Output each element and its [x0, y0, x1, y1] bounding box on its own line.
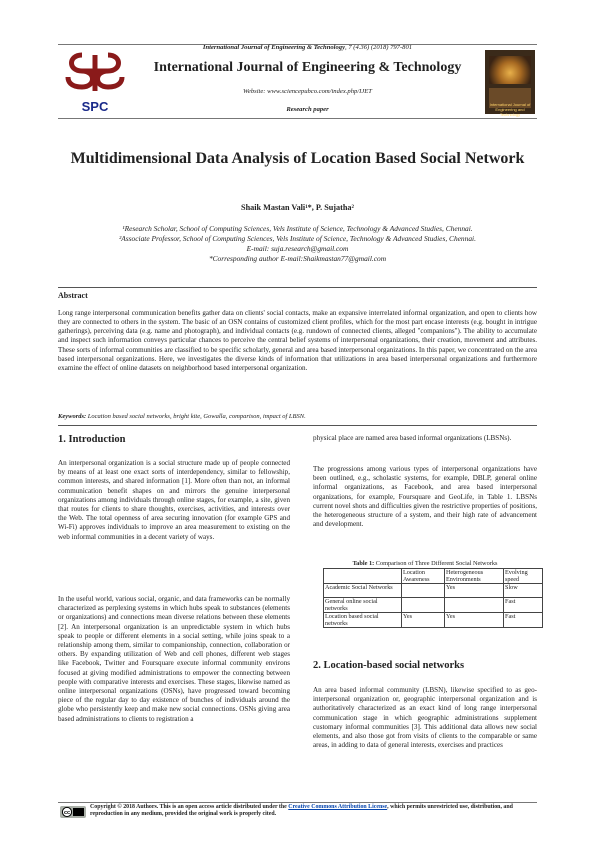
- affiliation-1: ¹Research Scholar, School of Computing Sciences, Vels Institute of Science, Technology & Advanced Studies, Chennai.: [122, 224, 473, 233]
- journal-citation-name: International Journal of Engineering & Technology: [202, 44, 346, 51]
- logo-text: SPC: [81, 99, 109, 114]
- copyright-notice: [90, 804, 537, 819]
- journal-citation-rest: , 7 (4.36) (2018) 797-801: [345, 44, 413, 51]
- keywords-label: Keywords:: [58, 413, 87, 420]
- paper-authors: Shaik Mastan Vali¹*, P. Sujatha²: [241, 203, 354, 212]
- copyright-pre: Copyright © 2018 Authors. This is an open access article distributed under the: [90, 804, 289, 810]
- table-header-cell: Evolving speed: [504, 569, 543, 584]
- corresponding-email[interactable]: *Corresponding author E-mail:Shaikmastan77@gmail.com: [208, 254, 387, 263]
- table-cell: Slow: [504, 584, 543, 598]
- table-cell: [402, 598, 445, 613]
- intro-paragraph-2: In the useful world, various social, organic, and data frameworks can be normally characterized as perplexing systems in which hubs speak to substances (elements or organizations) and connections mean diverse relations between these elements [2]. An interpersonal organization is an unpredictable system in which hubs speak to people or different elements in a social setting, while joins speak to a relationship among them, similar to companionship, connection, collaboration or others. By expanding utilization of Web and cell phones, different web stages like Facebook, Twitter and Foursquare execute informal community environs focused at giving modified administrations to empower the connecting between people with comparative interests and exercises. These stages, likewise named as online interpersonal organizations (OSNs), have progressed toward becoming piece of the regular day to day existence of bunches of individuals around the globe who persistently keep and make new social connections. OSNs giving area based administrations to clients to registration a: [58, 595, 290, 723]
- table-cell: Yes: [402, 613, 445, 628]
- table-header-cell: Heterogeneous Environments: [445, 569, 504, 584]
- section-2-paragraph-1: An area based informal community (LBSN), likewise specified to as geo-interpersonal organization or, geographic interpersonal organization and is authoritatively characterized as an exact kind of long range interpersonal communication stage in which geographic administrations supplement customary informal communities [3]. This additional data allows new social elements, and also those got from visits of clients to the comparable or same areas, in adding to data of general interests, exercises and practices: [313, 686, 537, 750]
- table-cell: [402, 584, 445, 598]
- license-link[interactable]: Creative Commons Attribution License: [288, 804, 388, 810]
- cc-license-icon: [60, 806, 86, 818]
- footer-rule: [58, 802, 537, 803]
- table-header-row: [324, 569, 543, 584]
- table-1-caption-text: Comparison of Three Different Social Networks: [374, 560, 498, 567]
- table-row: [324, 584, 543, 598]
- journal-citation: [130, 44, 485, 51]
- table-cell: Yes: [445, 613, 504, 628]
- abstract-heading: Abstract: [58, 291, 88, 300]
- affiliation-2: ²Associate Professor, School of Computing Sciences, Vels Institute of Science, Technology & Advanced Studies, Chennai.: [119, 234, 476, 243]
- intro-paragraph-3: physical place are named area based informal organizations (LBSNs).: [313, 434, 512, 442]
- intro-paragraph-4: The progressions among various types of interpersonal organizations have been outlined, e.g., scholastic systems, for example, DBLP, general online informal organizations, as Facebook, and area based interpersonal organizations, for example, Foursquare and GeoLife, in Table 1. LBSNs current novel shots and difficulties given the restrictive properties of positions, the heterogeneous structure of a system, and their high rate of advancement and development.: [313, 465, 537, 529]
- keywords-text: Location based social networks, bright kite, Gowalla, comparison, impact of LBSN.: [87, 413, 306, 420]
- cc-icon-text: cc: [63, 810, 71, 817]
- journal-title: International Journal of Engineering & Technology: [153, 60, 462, 75]
- header-rule-bottom: [58, 118, 537, 119]
- table-cell: Academic Social Networks: [324, 584, 402, 598]
- table-1: [323, 568, 543, 628]
- intro-paragraph-1: An interpersonal organization is a social structure made up of people connected by means of at least one exact sorts of interdependency, similar to fellowship, common interests, and shared information [1]. More often than not, an informal communication benefit shapes on and mirrors the genuine interpersonal organizations among individuals through online stages, for example, a site, given that routes for clients to share thoughts, exercises, activities, and interests over the Web. The total openness of area securing innovation (for example GPS and Wi-Fi) approves individuals to improve an area measurement to existing on the web informal communities in a decent variety of ways.: [58, 459, 290, 541]
- spc-logo: [60, 47, 130, 117]
- table-header-cell: Location Awareness: [402, 569, 445, 584]
- table-1-caption-label: Table 1:: [352, 560, 375, 567]
- section-1-heading: 1. Introduction: [58, 434, 126, 445]
- table-1-caption: [313, 560, 537, 567]
- table-cell: General online social networks: [324, 598, 402, 613]
- table-row: [324, 598, 543, 613]
- table-cell: Yes: [445, 584, 504, 598]
- abstract-rule-bottom: [58, 425, 537, 426]
- copyright-post: , which permits unrestricted use, distribution, and reproduction in any medium, provided the original work is properly cited.: [90, 804, 513, 818]
- abstract-body: Long range interpersonal communication benefits gather data on clients' social contacts, make an expansive interrelated informal organization, and open to clients how they are connected to others in the system. The basic of an OSN contains of customized client profiles, which for the most part encase interests (e.g. bought in intrigue gatherings), perceiving data (e.g. name and photograph), and individual contacts (e.g. rundown of connected clients, alleged "companions"). The ability to accumulate and inspect such information conveys particular chances to perceive the central belief systems of interpersonal organizations, their creation, movement and attributes. These sorts of informal communities are classified to be specific scholarly, general and area based interpersonal organizations. In this paper, we concentrated on the area based interpersonal organizations. Here, we investigates the diverse kinds of information that utilizations in area based interpersonal organizations and furthermore examine the effect of online datasets on neighborhood based interpersonal organization.: [58, 309, 537, 372]
- keywords: [58, 413, 537, 420]
- paper-title: Multidimensional Data Analysis of Location Based Social Network: [70, 150, 525, 167]
- table-cell: Location based social networks: [324, 613, 402, 628]
- author-email[interactable]: E-mail: suja.research@gmail.com: [246, 244, 349, 253]
- table-cell: Fast: [504, 598, 543, 613]
- cover-text: International Journal of Engineering and Technology: [489, 102, 531, 117]
- journal-cover-image: [485, 50, 535, 117]
- abstract-rule-top: [58, 287, 537, 288]
- table-cell: [445, 598, 504, 613]
- section-2-heading: 2. Location-based social networks: [313, 660, 465, 671]
- paper-type: Research paper: [286, 106, 329, 113]
- journal-website[interactable]: Website: www.sciencepubco.com/index.php/IJET: [243, 88, 372, 95]
- table-row: [324, 613, 543, 628]
- table-cell: Fast: [504, 613, 543, 628]
- table-header-cell: [324, 569, 402, 584]
